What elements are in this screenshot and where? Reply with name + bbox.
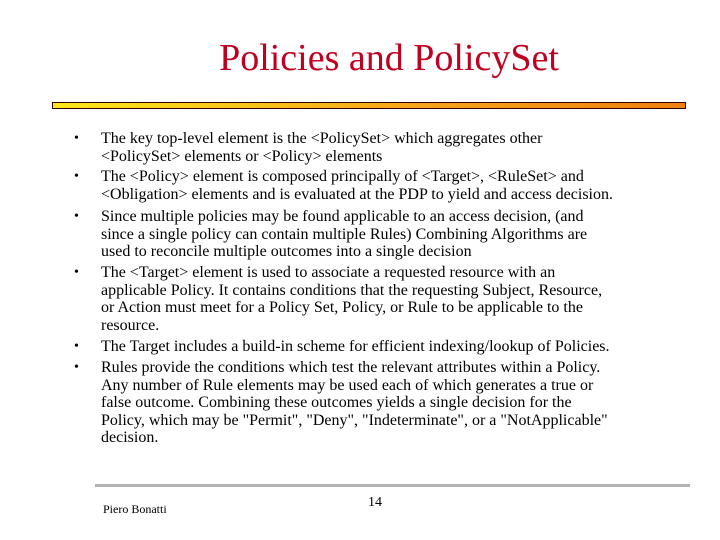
bullet-text-line: resource.	[101, 316, 160, 334]
bullet-text-line: decision.	[101, 429, 159, 446]
bullet-text-line: The <Target> element is used to associate a requested resource with an	[101, 264, 556, 281]
bullet-text-line: false outcome. Combining these outcomes yields a single decision for the	[101, 394, 572, 411]
bullet-text-line: Any number of Rule elements may be used each of which generates a true or	[101, 376, 594, 394]
page-number: 14	[368, 495, 382, 510]
bullet-text	[101, 338, 610, 356]
bullet-icon: •	[74, 169, 79, 184]
bullet-text-line: Rules provide the conditions which test the relevant attributes within a Policy.	[101, 359, 601, 376]
bullet-icon: •	[74, 209, 79, 224]
bullet-text-line: <PolicySet> elements or <Policy> elements	[101, 147, 383, 165]
bullet-text-line: since a single policy can contain multiple Rules) Combining Algorithms are	[101, 225, 588, 243]
bullet-text	[101, 168, 613, 203]
bullet-text-line: used to reconcile multiple outcomes into a single decision	[101, 243, 472, 260]
slide-title: Policies and PolicySet	[219, 37, 559, 79]
bullet-text	[101, 208, 587, 261]
bullet-text	[101, 130, 542, 165]
footer-divider	[95, 484, 690, 487]
bullet-text-line: Policy, which may be "Permit", "Deny", "Indeterminate", or a "NotApplicable"	[101, 411, 608, 429]
bullet-text	[101, 264, 602, 334]
bullet-text-line: or Action must meet for a Policy Set, Policy, or Rule to be applicable to the	[101, 299, 583, 316]
bullet-text-line: <Obligation> elements and is evaluated at the PDP to yield and access decision.	[101, 185, 613, 203]
bullet-icon: •	[74, 360, 79, 375]
bullet-icon: •	[74, 265, 79, 280]
title-underline-bar	[52, 102, 686, 109]
bullet-text-line: The key top-level element is the <PolicySet> which aggregates other	[101, 130, 543, 147]
bullet-text-line: applicable Policy. It contains conditions that the requesting Subject, Resource,	[101, 281, 603, 299]
bullet-icon: •	[74, 131, 79, 146]
bullet-icon: •	[74, 339, 79, 354]
bullet-text	[101, 359, 608, 447]
bullet-text-line: The Target includes a build-in scheme for efficient indexing/lookup of Policies.	[101, 338, 610, 355]
bullet-text-line: Since multiple policies may be found applicable to an access decision, (and	[101, 208, 584, 225]
footer-author: Piero Bonatti	[103, 502, 167, 516]
bullet-text-line: The <Policy> element is composed principally of <Target>, <RuleSet> and	[101, 168, 584, 185]
